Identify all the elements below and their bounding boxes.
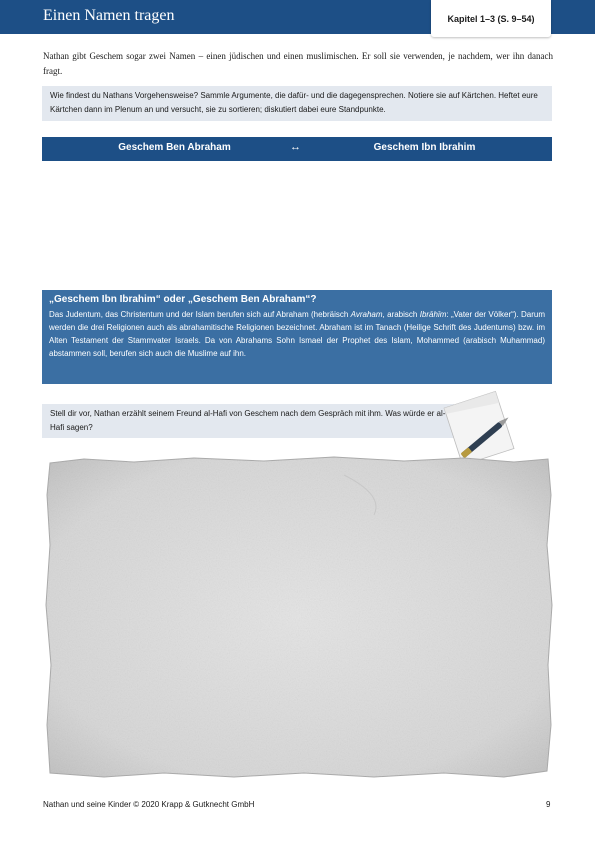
info-title: „Geschem Ibn Ibrahim“ oder „Geschem Ben Abraham“? bbox=[49, 294, 317, 305]
name-muslim: Geschem Ibn Ibrahim bbox=[373, 142, 476, 153]
info-text: Das Judentum, das Christentum und der Islam berufen sich auf Abraham (hebräisch Avraham, arabisch Ibrāhīm: „Vater der Völker“). Darum werden die drei Religionen auch als abrahamitische Religionen bezeichnet. Abraham ist im Tanach (Heilige Schrift des Judentums) bzw. im Alten Testament der Stammvater Israels. Da von Abrahams Sohn Ismael der Prophet des Islam, Mohammed (arabisch Muhammad) abstammen soll, berufen sich auch die Muslime auf ihn. bbox=[49, 310, 546, 358]
task-box-2 bbox=[42, 404, 454, 438]
page-number: 9 bbox=[546, 800, 551, 809]
name-bar bbox=[42, 137, 552, 161]
info-box bbox=[42, 290, 552, 384]
task-box-1 bbox=[42, 86, 552, 121]
chapter-tab: Kapitel 1–3 (S. 9–54) bbox=[431, 0, 551, 37]
name-jewish: Geschem Ben Abraham bbox=[118, 142, 231, 153]
task-2-text: Stell dir vor, Nathan erzählt seinem Freund al-Hafi von Geschem nach dem Gespräch mit ihm. Was würde er al-Hafi sagen? bbox=[50, 409, 446, 432]
task-1-text: Wie findest du Nathans Vorgehensweise? Sammle Argumente, die dafür- und die dagegensprechen. Notiere sie auf Kärtchen. Heftet eure Kärtchen dann im Plenum an und versucht, sie zu sortieren; diskutiert dabei eure Standpunkte. bbox=[50, 91, 538, 114]
footer-copyright: Nathan und seine Kinder © 2020 Krapp & Gutknecht GmbH bbox=[43, 800, 255, 809]
intro-text: Nathan gibt Geschem sogar zwei Namen – einen jüdischen und einen muslimischen. Er soll sie verwenden, je nachdem, wer ihn danach fragt. bbox=[43, 51, 553, 76]
term-avraham: Avraham bbox=[350, 310, 383, 319]
page-title: Einen Namen tragen bbox=[43, 7, 175, 24]
writing-paper bbox=[44, 455, 554, 786]
term-ibrahim: Ibrāhīm bbox=[419, 310, 447, 319]
double-arrow-icon: ↔ bbox=[290, 141, 301, 153]
